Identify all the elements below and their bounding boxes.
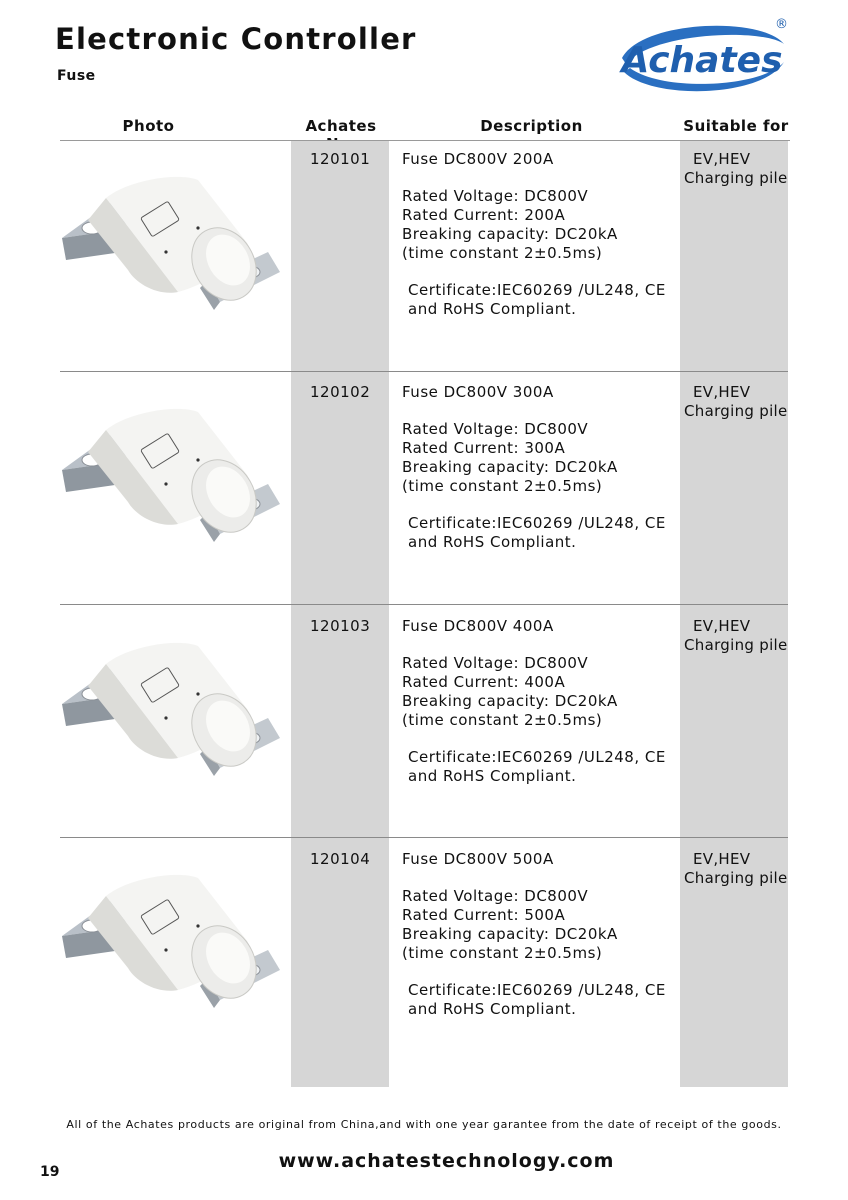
suitable-charging: Charging pile (684, 636, 788, 654)
suitable-vehicle: EV,HEV (693, 617, 751, 635)
certificate-line-2: and RoHS Compliant. (408, 767, 577, 785)
certificate-line-2: and RoHS Compliant. (408, 1000, 577, 1018)
page-subtitle: Fuse (57, 68, 96, 84)
header-achates-no: Achates (305, 117, 377, 135)
certificate-line-1: Certificate:IEC60269 /UL248, CE (408, 748, 666, 766)
product-description (402, 850, 666, 1019)
suitable-for (684, 617, 790, 655)
breaking-capacity: Breaking capacity: DC20kA (402, 925, 618, 943)
product-photo (48, 858, 280, 1018)
breaking-capacity: Breaking capacity: DC20kA (402, 458, 618, 476)
guarantee-note: All of the Achates products are original from China,and with one year garantee from the date of receipt of the goods. (66, 1118, 782, 1131)
page-title: Electronic Controller (55, 22, 417, 56)
product-title: Fuse DC800V 300A (402, 383, 554, 401)
breaking-capacity: Breaking capacity: DC20kA (402, 692, 618, 710)
certificate-line-1: Certificate:IEC60269 /UL248, CE (408, 981, 666, 999)
achates-logo (612, 14, 792, 104)
product-photo (48, 392, 280, 552)
achates-number: 120101 (310, 150, 371, 168)
product-description (402, 383, 666, 552)
suitable-for (684, 150, 790, 188)
rated-voltage: Rated Voltage: DC800V (402, 420, 589, 438)
suitable-for (684, 383, 790, 421)
certificate-line-2: and RoHS Compliant. (408, 300, 577, 318)
rated-current: Rated Current: 300A (402, 439, 566, 457)
time-constant: (time constant 2±0.5ms) (402, 477, 603, 495)
time-constant: (time constant 2±0.5ms) (402, 944, 603, 962)
certificate-line-1: Certificate:IEC60269 /UL248, CE (408, 514, 666, 532)
product-photo (48, 626, 280, 786)
product-description (402, 150, 666, 319)
product-description (402, 617, 666, 786)
suitable-vehicle: EV,HEV (693, 150, 751, 168)
header-photo: Photo (122, 117, 175, 135)
header-suitable-for: Suitable for (683, 117, 789, 135)
product-title: Fuse DC800V 400A (402, 617, 554, 635)
suitable-vehicle: EV,HEV (693, 850, 751, 868)
logo-wordmark: Achates (621, 40, 783, 81)
row-divider (60, 371, 788, 372)
suitable-charging: Charging pile (684, 869, 788, 887)
product-title: Fuse DC800V 200A (402, 150, 554, 168)
achates-number: 120103 (310, 617, 371, 635)
row-divider (60, 837, 788, 838)
rated-voltage: Rated Voltage: DC800V (402, 654, 589, 672)
rated-voltage: Rated Voltage: DC800V (402, 187, 589, 205)
time-constant: (time constant 2±0.5ms) (402, 244, 603, 262)
rated-current: Rated Current: 200A (402, 206, 566, 224)
product-title: Fuse DC800V 500A (402, 850, 554, 868)
row-divider (60, 604, 788, 605)
achates-number: 120104 (310, 850, 371, 868)
suitable-charging: Charging pile (684, 402, 788, 420)
suitable-charging: Charging pile (684, 169, 788, 187)
suitable-for (684, 850, 790, 888)
breaking-capacity: Breaking capacity: DC20kA (402, 225, 618, 243)
rated-voltage: Rated Voltage: DC800V (402, 887, 589, 905)
time-constant: (time constant 2±0.5ms) (402, 711, 603, 729)
registered-mark: ® (775, 17, 788, 32)
certificate-line-1: Certificate:IEC60269 /UL248, CE (408, 281, 666, 299)
website-url: www.achatestechnology.com (278, 1150, 615, 1172)
product-photo (48, 160, 280, 320)
rated-current: Rated Current: 400A (402, 673, 566, 691)
achates-number: 120102 (310, 383, 371, 401)
page-number: 19 (40, 1164, 60, 1180)
header-description: Description (480, 117, 583, 135)
rated-current: Rated Current: 500A (402, 906, 566, 924)
certificate-line-2: and RoHS Compliant. (408, 533, 577, 551)
number-column-shade (291, 141, 389, 1087)
suitable-vehicle: EV,HEV (693, 383, 751, 401)
suitable-column-shade (680, 141, 788, 1087)
